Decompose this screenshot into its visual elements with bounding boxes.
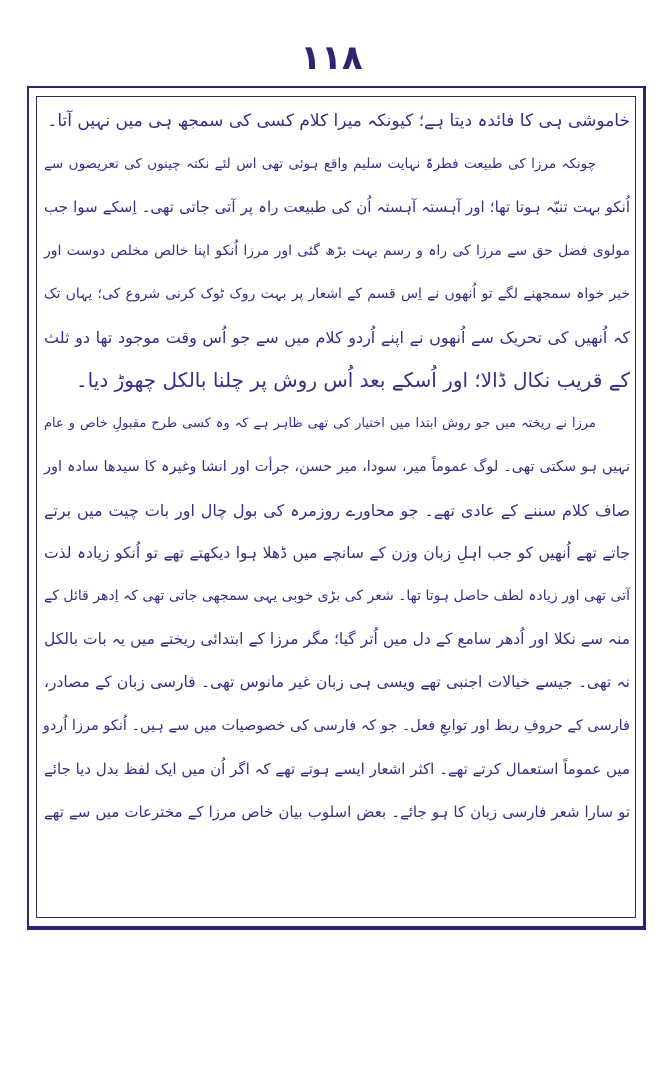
text-line: مولوی فضل حق سے مرزا کی راہ و رسم بہت بڑھ گئی اور مرزا اُنکو اپنا خالص مخلص دوست اور: [44, 242, 630, 259]
text-line: منہ سے نکلا اور اُدھر سامع کے دل میں اُتر گیا؛ مگر مرزا کے ابتدائی ریختے میں یہ بات بالکل: [44, 630, 630, 649]
text-line: نہ تھی۔ جیسے خیالات اجنبی تھے ویسی ہی زبان غیر مانوس تھی۔ فارسی زبان کے مصادر،: [44, 673, 630, 692]
text-line: کے قریب نکال ڈالا؛ اور اُسکے بعد اُس روش پر چلنا بالکل چھوڑ دیا۔: [75, 368, 630, 393]
text-line: اُنکو بہت تنبّہ ہوتا تھا؛ اور آہستہ آہستہ اُن کی طبیعت راہ پر آتی جاتی تھی۔ اِسکے سوا جب: [44, 198, 630, 217]
text-line: صاف کلام سننے کے عادی تھے۔ جو محاورے روزمرہ کی بول چال اور بات چیت میں برتے: [44, 500, 630, 520]
text-line: فارسی کے حروفِ ربط اور توابعِ فعل۔ جو کہ فارسی کی خصوصیات میں سے ہیں۔ اُنکو مرزا اُردو: [42, 717, 630, 734]
paragraph-start-line: مرزا نے ریختہ میں جو روش ابتدا میں اختیار کی تھی ظاہر ہے کہ وہ کسی طرح مقبولِ خاص و عام: [44, 416, 596, 432]
text-line: تو سارا شعر فارسی زبان کا ہو جائے۔ بعض اسلوب بیان خاص مرزا کے مخترعات میں سے تھے: [44, 803, 630, 821]
text-line: آتی تھی اور زیادہ لطف حاصل ہوتا تھا۔ شعر کی بڑی خوبی یہی سمجھی جاتی تھی کہ اِدھر قائل کے: [44, 588, 630, 605]
text-line: میں عموماً استعمال کرتے تھے۔ اکثر اشعار ایسے ہوتے تھے کہ اگر اُن میں ایک لفظ بدل دیا جائے: [44, 759, 630, 778]
text-line: نہیں ہو سکتی تھی۔ لوگ عموماً میر، سودا، میر حسن، جرأت اور انشا وغیرہ کا سیدھا سادہ اور: [44, 458, 630, 475]
body-text: [44, 100, 630, 834]
paragraph-start-line: چونکہ مرزا کی طبیعت فطرۃً نہایت سلیم واقع ہوئی تھی اس لئے نکتہ چینوں کی تعریضوں سے: [44, 156, 596, 173]
text-line: جاتے تھے اُنھیں کو جب اہلِ زبان وزن کے سانچے میں ڈھلا ہوا دیکھتے تھے تو اُنکو زیادہ لذت: [44, 543, 630, 562]
text-line: کہ اُنھیں کی تحریک سے اُنھوں نے اپنے اُردو کلام میں سے جو اُس وقت موجود تھا دو ثلث: [44, 327, 630, 347]
text-line: خیر خواہ سمجھنے لگے تو اُنھوں نے اِس قسم کے اشعار پر بہت روک ٹوک کرنی شروع کی؛ یہاں تک: [44, 285, 630, 302]
text-line: خاموشی ہی کا فائدہ دیتا ہے؛ کیونکہ میرا کلام کسی کی سمجھ ہی میں نہیں آتا۔: [47, 111, 630, 131]
page-number: ۱۱۸: [300, 38, 363, 78]
